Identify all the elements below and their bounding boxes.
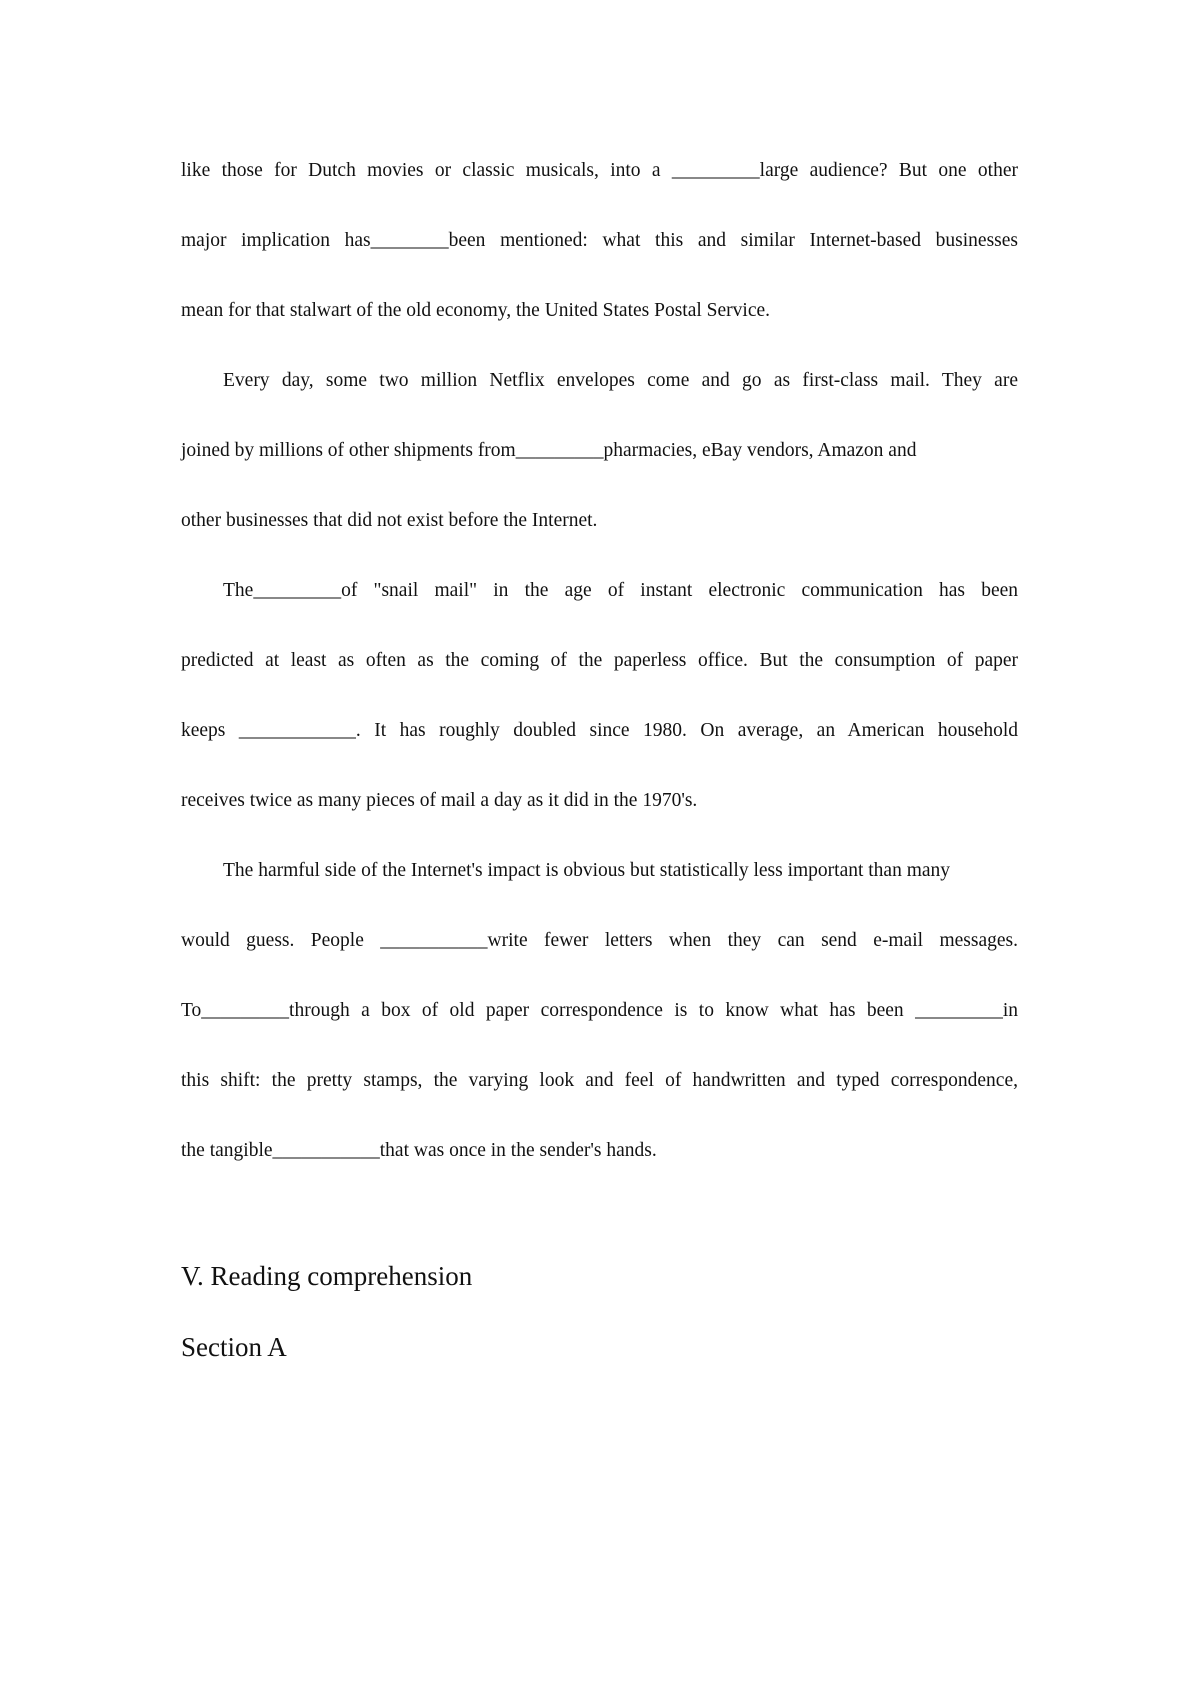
text-line-7: The_________of "snail mail" in the age of instant electronic communication has been (223, 580, 1018, 601)
text-line-13: To_________through a box of old paper correspondence is to know what has been _________in (181, 1000, 1018, 1021)
text-line-2: major implication has________been mentioned: what this and similar Internet-based businesses (181, 230, 1018, 251)
text-line-3: mean for that stalwart of the old economy, the United States Postal Service. (181, 300, 770, 321)
section-heading: V. Reading comprehension (181, 1261, 473, 1291)
text-line-12: would guess. People ___________write fewer letters when they can send e-mail messages. (181, 930, 1018, 951)
text-line-1: like those for Dutch movies or classic musicals, into a _________large audience? But one other (181, 160, 1018, 181)
text-line-4: Every day, some two million Netflix envelopes come and go as first-class mail. They are (223, 370, 1018, 391)
text-line-9: keeps ____________. It has roughly doubled since 1980. On average, an American household (181, 720, 1018, 741)
text-line-8: predicted at least as often as the coming of the paperless office. But the consumption of paper (181, 650, 1018, 671)
text-line-15: the tangible___________that was once in the sender's hands. (181, 1140, 657, 1161)
subsection-heading: Section A (181, 1332, 287, 1362)
text-line-5: joined by millions of other shipments from_________pharmacies, eBay vendors, Amazon and (181, 440, 917, 461)
text-line-10: receives twice as many pieces of mail a day as it did in the 1970's. (181, 790, 698, 811)
text-line-11: The harmful side of the Internet's impact is obvious but statistically less important than many (223, 860, 951, 881)
text-line-6: other businesses that did not exist before the Internet. (181, 510, 598, 531)
text-line-14: this shift: the pretty stamps, the varying look and feel of handwritten and typed correspondence, (181, 1070, 1018, 1091)
